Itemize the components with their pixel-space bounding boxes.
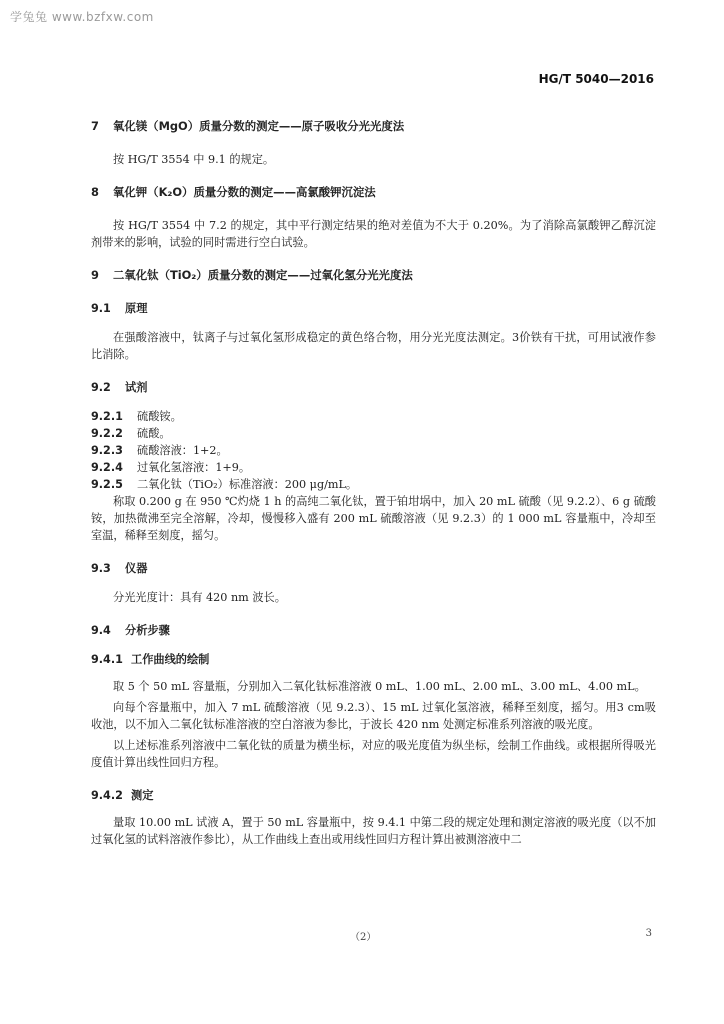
reagent-item: 9.2.2 硫酸。 bbox=[91, 427, 171, 440]
section-9-heading: 9 二氧化钛（TiO₂）质量分数的测定——过氧化氢分光光度法 bbox=[91, 268, 413, 282]
page-number: 3 bbox=[645, 928, 652, 939]
reagent-item: 9.2.4 过氧化氢溶液：1+9。 bbox=[91, 461, 251, 474]
section-9-1-text: 在强酸溶液中，钛离子与过氧化氢形成稳定的黄色络合物，用分光光度法测定。3价铁有干扰，可用试液作参比消除。 bbox=[91, 331, 656, 361]
section-9-4-1-heading: 9.4.1 工作曲线的绘制 bbox=[91, 653, 210, 666]
reagent-9-2-5-detail: 称取 0.200 g 在 950 ℃灼烧 1 h 的高纯二氧化钛，置于铂坩埚中，加入 20 mL 硫酸（见 9.2.2）、6 g 硫酸铵，加热微沸至完全溶解，冷却，慢慢移入盛有 200 mL 硫酸溶液（见 9.2.3）的 1 000 mL 容量瓶中，冷却至室温，稀释至刻度，摇匀。 bbox=[91, 495, 656, 542]
reagent-item: 9.2.1 硫酸铵。 bbox=[91, 410, 182, 423]
footer-marker: （2） bbox=[350, 932, 377, 943]
section-9-2-heading: 9.2 试剂 bbox=[91, 381, 148, 394]
section-9-4-heading: 9.4 分析步骤 bbox=[91, 624, 170, 637]
section-9-3-heading: 9.3 仪器 bbox=[91, 562, 148, 575]
standard-number: HG/T 5040—2016 bbox=[538, 72, 654, 86]
section-8-heading: 8 氧化钾（K₂O）质量分数的测定——高氯酸钾沉淀法 bbox=[91, 185, 376, 199]
section-7-heading: 7 氧化镁（MgO）质量分数的测定——原子吸收分光光度法 bbox=[91, 119, 405, 133]
section-9-4-1-para-1: 取 5 个 50 mL 容量瓶，分别加入二氧化钛标准溶液 0 mL、1.00 mL、2.00 mL、3.00 mL、4.00 mL。 bbox=[113, 680, 646, 693]
section-9-1-heading: 9.1 原理 bbox=[91, 302, 148, 315]
section-9-3-text: 分光光度计：具有 420 nm 波长。 bbox=[113, 591, 286, 604]
section-8-text: 按 HG/T 3554 中 7.2 的规定，其中平行测定结果的绝对差值为不大于 0.20%。为了消除高氯酸钾乙醇沉淀剂带来的影响，试验的同时需进行空白试验。 bbox=[91, 219, 656, 249]
section-9-4-2-para-1: 量取 10.00 mL 试液 A，置于 50 mL 容量瓶中，按 9.4.1 中第二段的规定处理和测定溶液的吸光度（以不加过氧化氢的试料溶液作参比），从工作曲线上查出或用线性回归方程计算出被测溶液中二 bbox=[91, 816, 656, 846]
reagent-item: 9.2.3 硫酸溶液：1+2。 bbox=[91, 444, 228, 457]
reagent-item: 9.2.5 二氧化钛（TiO₂）标准溶液：200 μg/mL。 bbox=[91, 478, 358, 491]
section-9-4-1-para-2: 向每个容量瓶中，加入 7 mL 硫酸溶液（见 9.2.3）、15 mL 过氧化氢溶液，稀释至刻度，摇匀。用3 cm吸收池，以不加入二氧化钛标准溶液的空白溶液为参比，于波长 420 nm 处测定标准系列溶液的吸光度。 bbox=[91, 701, 656, 731]
section-9-4-1-para-3: 以上述标准系列溶液中二氧化钛的质量为横坐标，对应的吸光度值为纵坐标，绘制工作曲线。或根据所得吸光度值计算出线性回归方程。 bbox=[91, 739, 656, 769]
section-9-4-2-heading: 9.4.2 测定 bbox=[91, 789, 154, 802]
document-body bbox=[91, 118, 656, 852]
section-7-text: 按 HG/T 3554 中 9.1 的规定。 bbox=[113, 153, 275, 166]
watermark: 学兔兔 www.bzfxw.com bbox=[10, 10, 154, 24]
